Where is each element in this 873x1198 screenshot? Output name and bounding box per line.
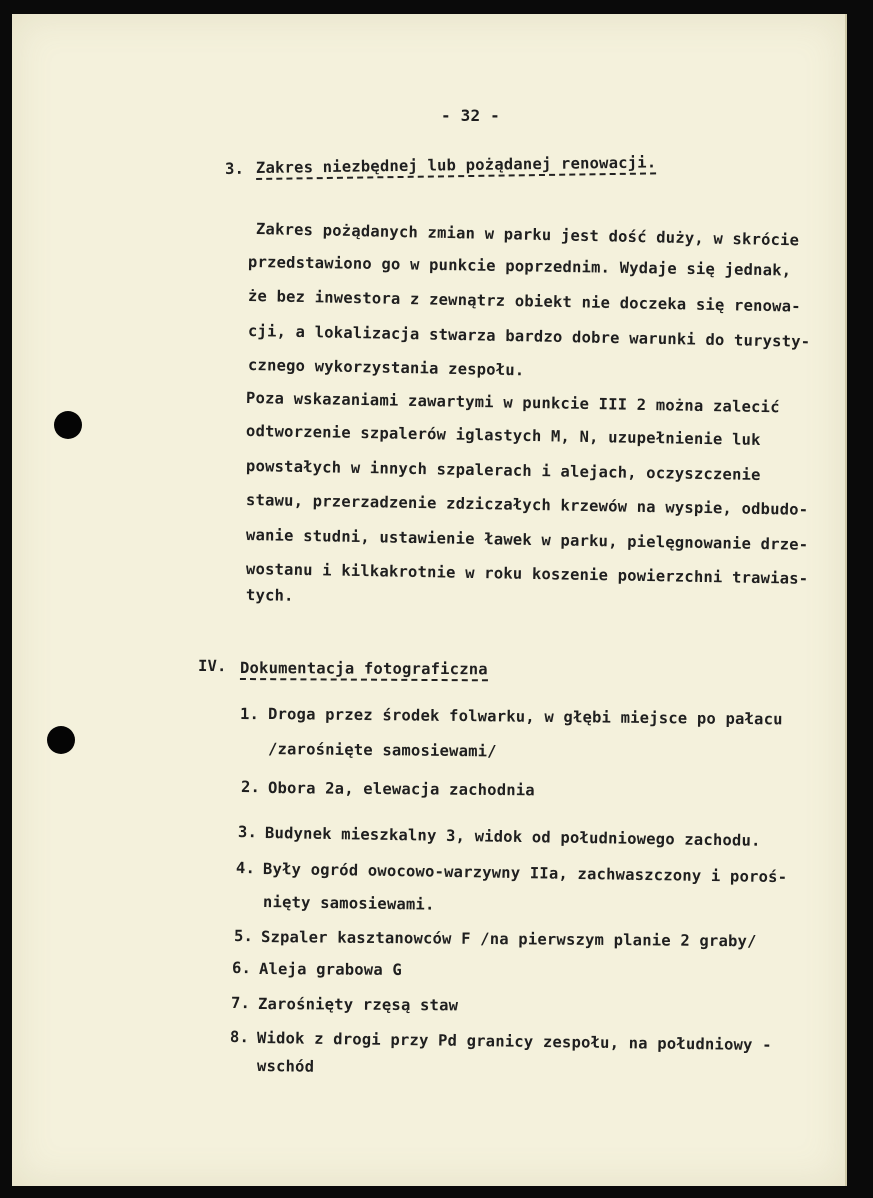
list-item: Były ogród owocowo-warzywny IIa, zachwaszczony i poroś-: [262, 860, 788, 887]
list-item: Aleja grabowa G: [258, 960, 403, 979]
paragraph-line: tych.: [245, 586, 294, 605]
section-4-heading: Dokumentacja fotograficzna: [240, 659, 488, 681]
paragraph-line: cji, a lokalizacja stwarza bardzo dobre warunki do turysty-: [247, 322, 811, 351]
paragraph-line: Zakres pożądanych zmian w parku jest dość duży, w skrócie: [255, 220, 800, 250]
section-3-number: 3.: [224, 159, 245, 178]
list-item: Droga przez środek folwarku, w głębi miejsce po pałacu: [267, 705, 783, 729]
list-item: /zarośnięte samosiewami/: [267, 740, 497, 761]
punch-hole: [54, 411, 82, 439]
list-item: Widok z drogi przy Pd granicy zespołu, na południowy -: [256, 1029, 772, 1055]
section-4-number: IV.: [197, 657, 227, 676]
list-item-number: 1.: [239, 705, 260, 724]
list-item: Obora 2a, elewacja zachodnia: [267, 779, 535, 800]
list-item-number: 3.: [237, 823, 258, 842]
paragraph-line: wostanu i kilkakrotnie w roku koszenie powierzchni trawias-: [245, 560, 809, 588]
list-item-number: 7.: [230, 994, 251, 1013]
list-item-number: 8.: [229, 1028, 250, 1047]
list-item-number: 4.: [235, 859, 256, 878]
section-3-heading: Zakres niezbędnej lub pożądanej renowacji.: [256, 153, 657, 180]
list-item: wschód: [256, 1057, 315, 1076]
list-item: nięty samosiewami.: [262, 893, 435, 914]
paragraph-line: Poza wskazaniami zawartymi w punkcie III 2 można zalecić: [245, 389, 780, 417]
paragraph-line: wanie studni, ustawienie ławek w parku, pielęgnowanie drze-: [245, 526, 809, 554]
paragraph-line: odtworzenie szpalerów iglastych M, N, uzupełnienie luk: [245, 422, 761, 449]
paragraph-line: że bez inwestora z zewnątrz obiekt nie doczeka się renowa-: [247, 287, 801, 316]
list-item-number: 5.: [233, 927, 254, 946]
paragraph-line: przedstawiono go w punkcie poprzednim. Wydaje się jednak,: [247, 253, 792, 280]
list-item-number: 6.: [231, 959, 252, 978]
list-item-number: 2.: [240, 778, 261, 797]
page-number: - 32 -: [441, 106, 500, 125]
list-item: Budynek mieszkalny 3, widok od południowego zachodu.: [264, 824, 761, 850]
punch-hole: [47, 726, 75, 754]
paragraph-line: cznego wykorzystania zespołu.: [247, 356, 525, 380]
list-item: Szpaler kasztanowców F /na pierwszym planie 2 graby/: [260, 928, 757, 951]
list-item: Zarośnięty rzęsą staw: [257, 995, 459, 1015]
paragraph-line: stawu, przerzadzenie zdziczałych krzewów na wyspie, odbudo-: [245, 491, 809, 519]
paragraph-line: powstałych w innych szpalerach i alejach, oczyszczenie: [245, 457, 761, 484]
